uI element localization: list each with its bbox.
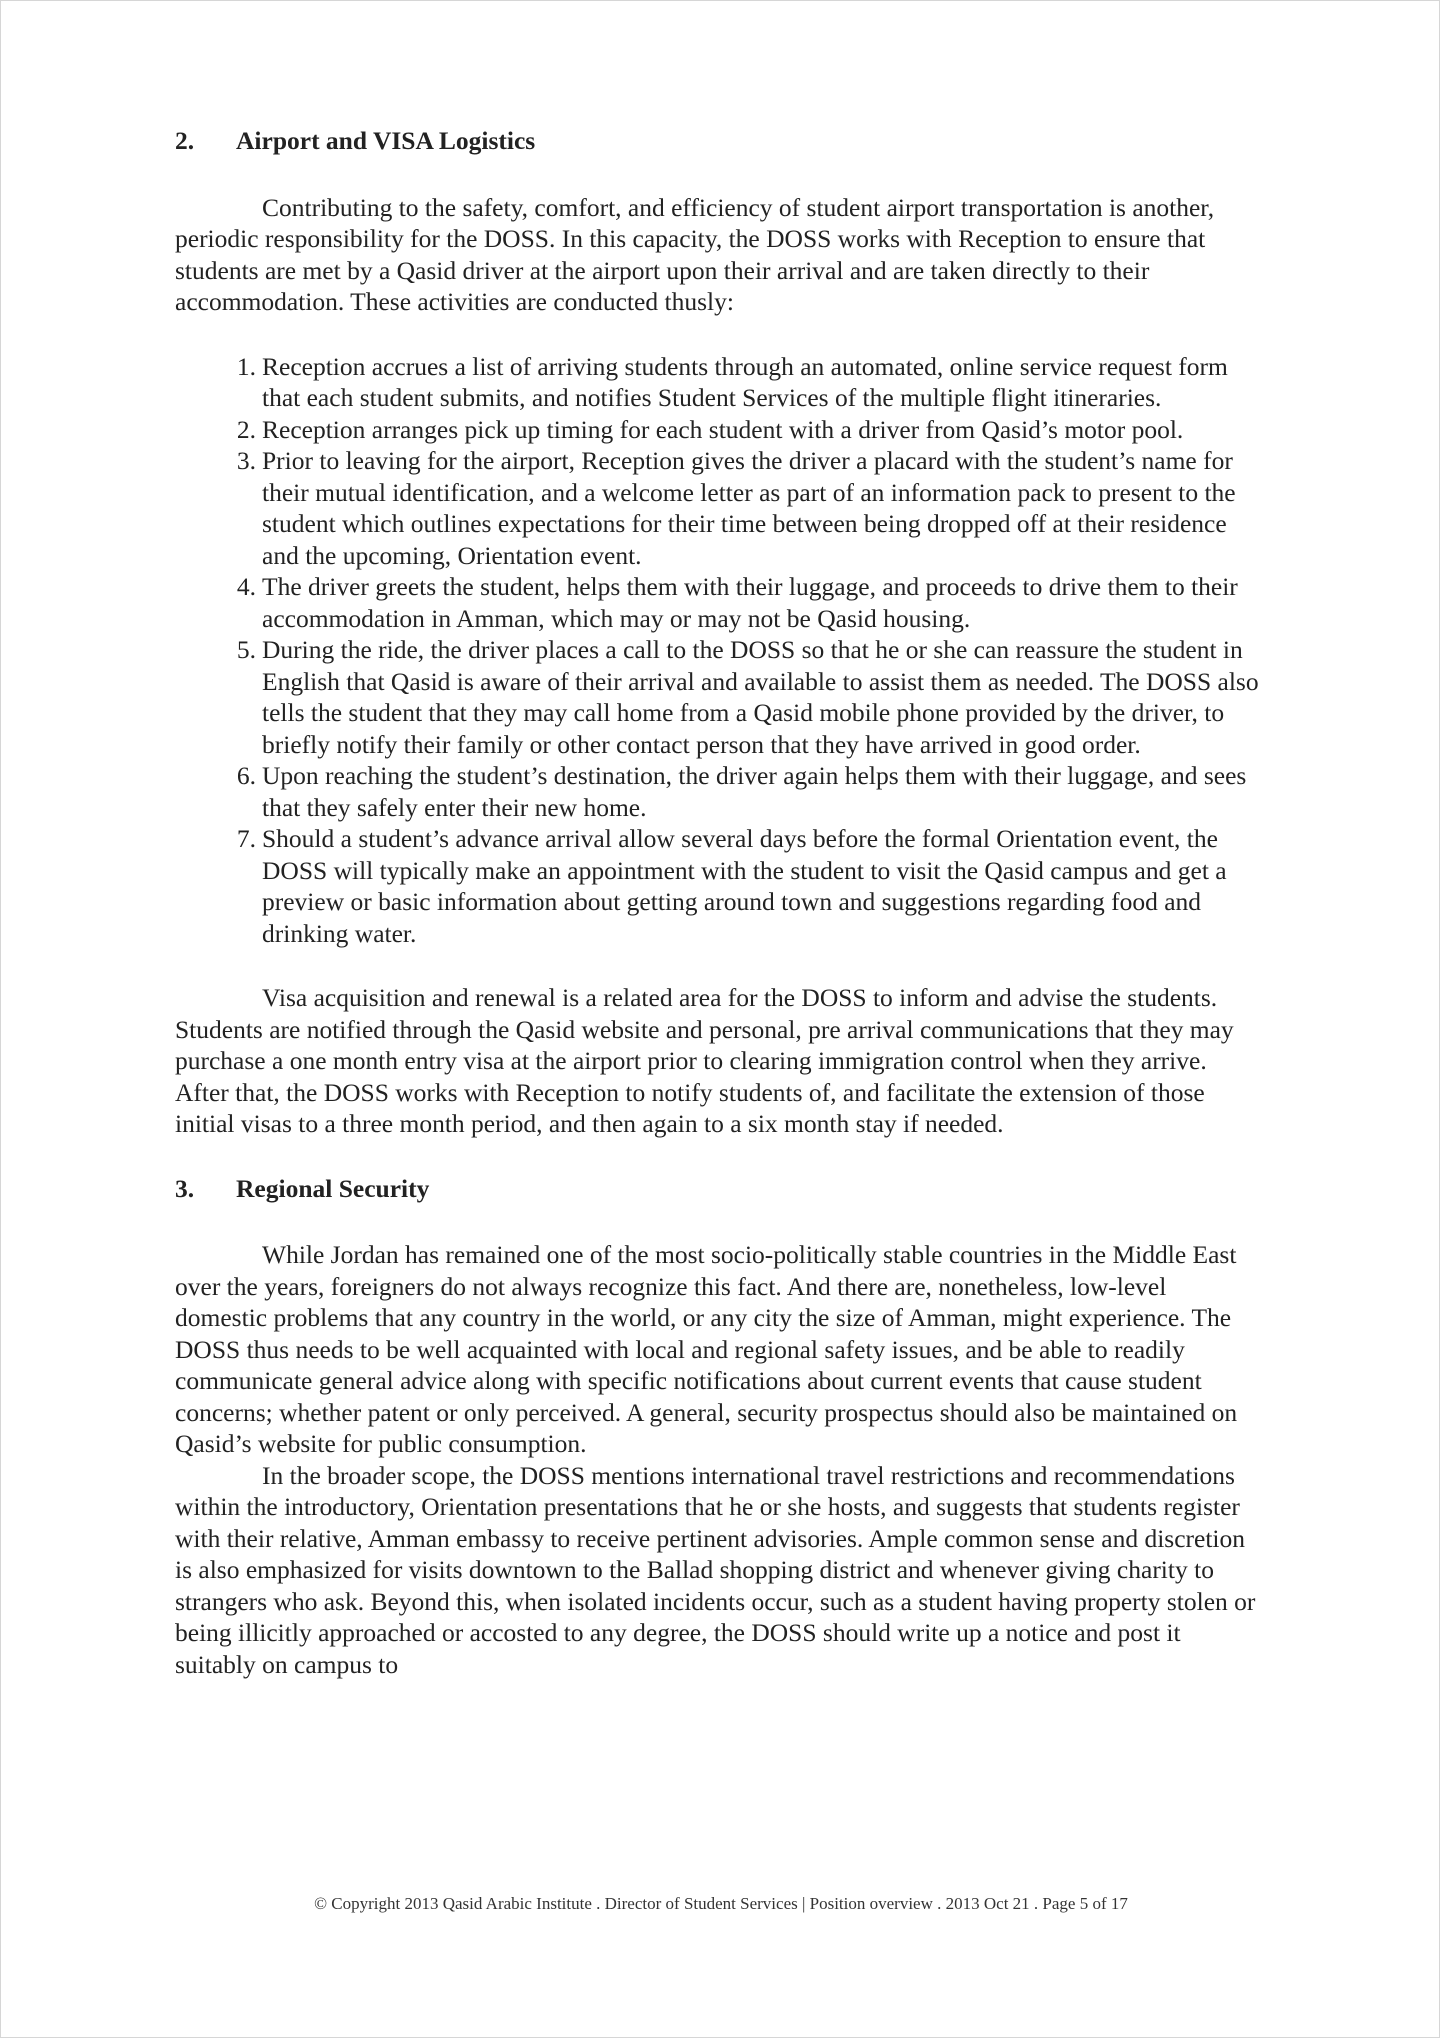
list-item-number: 1. [236,351,256,381]
list-item [175,445,1259,571]
list-item-number: 6. [236,761,256,790]
list-item-number: 4. [236,572,256,601]
list-item-text: Reception arranges pick up timing for each student with a driver from Qasid’s motor pool. [262,414,1184,444]
list-item [175,634,1259,760]
list-item-text: During the ride, the driver places a call to the DOSS so that he or she can reassure the student in English that Qasid is aware of their arrival and available to assist them as needed. The DOSS also tells the student that they may call home from a Qasid mobile phone provided by the driver, to briefly notify their family or other contact person that they have arrived in good order. [262,635,1259,759]
list-item-number: 5. [236,635,256,664]
list-item-text: Upon reaching the student’s destination, the driver again helps them with their luggage, and sees that they safely enter their new home. [262,761,1247,822]
section-number: 3. [175,1173,195,1203]
intro-paragraph: Contributing to the safety, comfort, and efficiency of student airport transportation is another, periodic responsibility for the DOSS. In this capacity, the DOSS works with Reception to ensure that students are met by a Qasid driver at the airport upon their arrival and are taken directly to their accommodation. These activities are conducted thusly: [175,192,1215,316]
list-item-number: 3. [236,446,256,475]
list-item [175,823,1259,949]
list-item-number: 2. [236,414,256,444]
page-footer: © Copyright 2013 Qasid Arabic Institute . Director of Student Services | Position overview . 2013 Oct 21 . Page 5 of 17 [314,1894,1128,1913]
list-item-text: Reception accrues a list of arriving students through an automated, online service request form that each student submits, and notifies Student Services of the multiple flight itineraries. [262,351,1228,412]
list-item [175,571,1259,634]
list-item-text: Prior to leaving for the airport, Reception gives the driver a placard with the student’s name for their mutual identification, and a welcome letter as part of an information pack to present to the student which outlines expectations for their time between being dropped off at their residence and the upcoming, Orientation event. [262,446,1236,570]
logistics-steps-list [175,351,1259,950]
list-item-text: The driver greets the student, helps them with their luggage, and proceeds to drive them to their accommodation in Amman, which may or may not be Qasid housing. [262,572,1238,633]
list-item [175,414,1259,446]
visa-paragraph: Visa acquisition and renewal is a related area for the DOSS to inform and advise the students. Students are notified through the Qasid website and personal, pre arrival communications that they may purchase a one month entry visa at the airport prior to clearing immigration control when they arrive. After that, the DOSS works with Reception to notify students of, and facilitate the extension of those initial visas to a three month period, and then again to a six month stay if needed. [175,983,1234,1138]
list-item [175,760,1259,823]
security-paragraph-1: While Jordan has remained one of the most socio-politically stable countries in the Middle East over the years, foreigners do not always recognize this fact. And there are, nonetheless, low-level domestic problems that any country in the world, or any city the size of Amman, might experience. The DOSS thus needs to be well acquainted with local and regional safety issues, and be able to readily communicate general advice along with specific notifications about current events that cause student concerns; whether patent or only perceived. A general, security prospectus should also be maintained on Qasid’s website for public consumption. [175,1240,1238,1458]
section-number: 2. [175,126,195,155]
list-item-number: 7. [236,824,256,853]
section-title: Regional Security [236,1173,430,1203]
page-content [175,125,1259,1680]
list-item [175,351,1259,414]
section-heading-airport-visa [175,125,1259,157]
section-title: Airport and VISA Logistics [236,126,536,155]
list-item-text: Should a student’s advance arrival allow several days before the formal Orientation event, the DOSS will typically make an appointment with the student to visit the Qasid campus and get a preview or basic information about getting around town and suggestions regarding food and drinking water. [262,824,1227,948]
security-paragraph-2: In the broader scope, the DOSS mentions international travel restrictions and recommendations within the introductory, Orientation presentations that he or she hosts, and suggests that students register with their relative, Amman embassy to receive pertinent advisories. Ample common sense and discretion is also emphasized for visits downtown to the Ballad shopping district and whenever giving charity to strangers who ask. Beyond this, when isolated incidents occur, such as a student having property stolen or being illicitly approached or accosted to any degree, the DOSS should write up a notice and post it suitably on campus to [175,1460,1256,1679]
section-heading-regional-security [175,1173,1259,1205]
